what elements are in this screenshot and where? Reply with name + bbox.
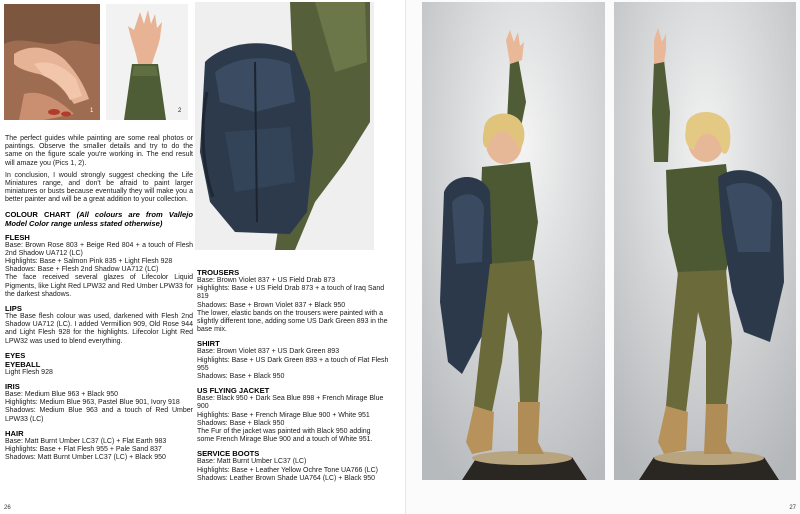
- lips-line: The Base flesh colour was used, darkened with Flesh 2nd Shadow UA712 (LC). I added Vermillion 909, Old Rose 944 and Light Flesh 928 for the highlights. Lifecolor Light Red LPW32 was used to blend everything.: [5, 313, 193, 345]
- section-heading-shirt: SHIRT: [197, 339, 220, 349]
- figure-front-illustration: [422, 2, 605, 480]
- figure-side-photo: [614, 2, 796, 480]
- hands-illustration: [4, 4, 100, 120]
- iris-line: Highlights: Medium Blue 963, Pastel Blue 901, Ivory 918: [5, 399, 180, 407]
- page-number-right: 27: [789, 505, 796, 511]
- iris-line: Shadows: Medium Blue 963 and a touch of Red Umber LPW33 (LC): [5, 407, 193, 423]
- section-subheading-eyeball: EYEBALL: [5, 359, 41, 369]
- section-heading-jacket: US FLYING JACKET: [197, 386, 270, 396]
- right-page: [406, 0, 800, 514]
- photo-number: 1: [90, 108, 94, 114]
- colour-chart-column-2: [197, 268, 389, 483]
- intro-paragraph: In conclusion, I would strongly suggest checking the Life Miniatures range, and don't be afraid to paint larger miniatures or busts because eventually they will make you a better painter and will be a great addition to your collection.: [5, 171, 193, 204]
- colour-chart-title: COLOUR CHART: [5, 209, 71, 219]
- shirt-line: Base: Brown Violet 837 + US Dark Green 893: [197, 348, 340, 356]
- boots-line: Highlights: Base + Leather Yellow Ochre Tone UA766 (LC): [197, 466, 379, 474]
- jacket-line: Highlights: Base + French Mirage Blue 900 + White 951: [197, 411, 370, 419]
- hands-painting-photo: [4, 4, 100, 120]
- hair-line: Base: Matt Burnt Umber LC37 (LC) + Flat Earth 983: [5, 437, 167, 445]
- colour-chart-heading: [5, 210, 193, 228]
- flesh-line: The face received several glazes of Lifecolor Liquid Pigments, like Light Red LPW32 and Red Umber LPW33 for the darkest shadows.: [5, 274, 193, 298]
- miniature-hand-photo: [106, 4, 188, 120]
- jacket-line: Base: Black 950 + Dark Sea Blue 898 + French Mirage Blue 900: [197, 395, 384, 411]
- flesh-line: Shadows: Base + Flesh 2nd Shadow UA712 (LC): [5, 266, 159, 274]
- jacket-line: Shadows: Base + Black 950: [197, 419, 285, 427]
- page-number-left: 26: [4, 505, 11, 511]
- raised-hand-illustration: [106, 4, 188, 120]
- hair-line: Shadows: Matt Burnt Umber LC37 (LC) + Black 950: [5, 454, 166, 462]
- section-heading-eyes: EYES: [5, 350, 26, 360]
- iris-line: Base: Medium Blue 963 + Black 950: [5, 391, 119, 399]
- section-heading-trousers: TROUSERS: [197, 268, 240, 277]
- boots-line: Base: Matt Burnt Umber LC37 (LC): [197, 458, 307, 466]
- section-heading-lips: LIPS: [5, 304, 22, 314]
- eyeball-line: Light Flesh 928: [5, 368, 53, 376]
- section-heading-flesh: FLESH: [5, 232, 30, 242]
- section-heading-iris: IRIS: [5, 382, 20, 392]
- photo-number: 2: [178, 108, 182, 114]
- intro-paragraph: The perfect guides while painting are some real photos or paintings. Observe the smaller details and try to do the same on the figure scale you're working in. The end result will amaze you (Pics 1, 2).: [5, 135, 193, 167]
- jacket-line: The Fur of the jacket was painted with Black 950 adding some French Mirage Blue 900 and a touch of White 951.: [197, 428, 373, 444]
- trousers-line: Highlights: Base + US Field Drab 873 + a touch of Iraq Sand 819: [197, 285, 385, 301]
- hair-line: Highlights: Base + Flat Flesh 955 + Pale Sand 837: [5, 446, 162, 454]
- intro-text: [5, 135, 193, 462]
- trousers-line: The lower, elastic bands on the trousers were painted with a slightly different tone, adding some US Dark Green 893 in the base mix.: [197, 309, 388, 334]
- flesh-line: Highlights: Base + Salmon Pink 835 + Light Flesh 928: [5, 258, 173, 266]
- section-heading-boots: SERVICE BOOTS: [197, 449, 260, 459]
- shirt-line: Highlights: Base + US Dark Green 893 + a touch of Flat Flesh 955: [197, 356, 389, 372]
- flesh-line: Base: Brown Rose 803 + Beige Red 804 + a touch of Flesh 2nd Shadow UA712 (LC): [5, 241, 193, 257]
- jacket-closeup-photo: [195, 2, 374, 250]
- trousers-line: Shadows: Base + Brown Violet 837 + Black 950: [197, 301, 346, 309]
- boots-line: Shadows: Leather Brown Shade UA764 (LC) + Black 950: [197, 474, 376, 482]
- figure-side-illustration: [614, 2, 796, 480]
- shirt-line: Shadows: Base + Black 950: [197, 373, 285, 381]
- figure-front-photo: [422, 2, 605, 480]
- section-heading-hair: HAIR: [5, 428, 24, 438]
- jacket-illustration: [195, 2, 374, 250]
- colour-chart-subtitle: (All colours are from Vallejo Model Color range unless stated otherwise): [5, 209, 193, 228]
- trousers-line: Base: Brown Violet 837 + US Field Drab 873: [197, 277, 336, 284]
